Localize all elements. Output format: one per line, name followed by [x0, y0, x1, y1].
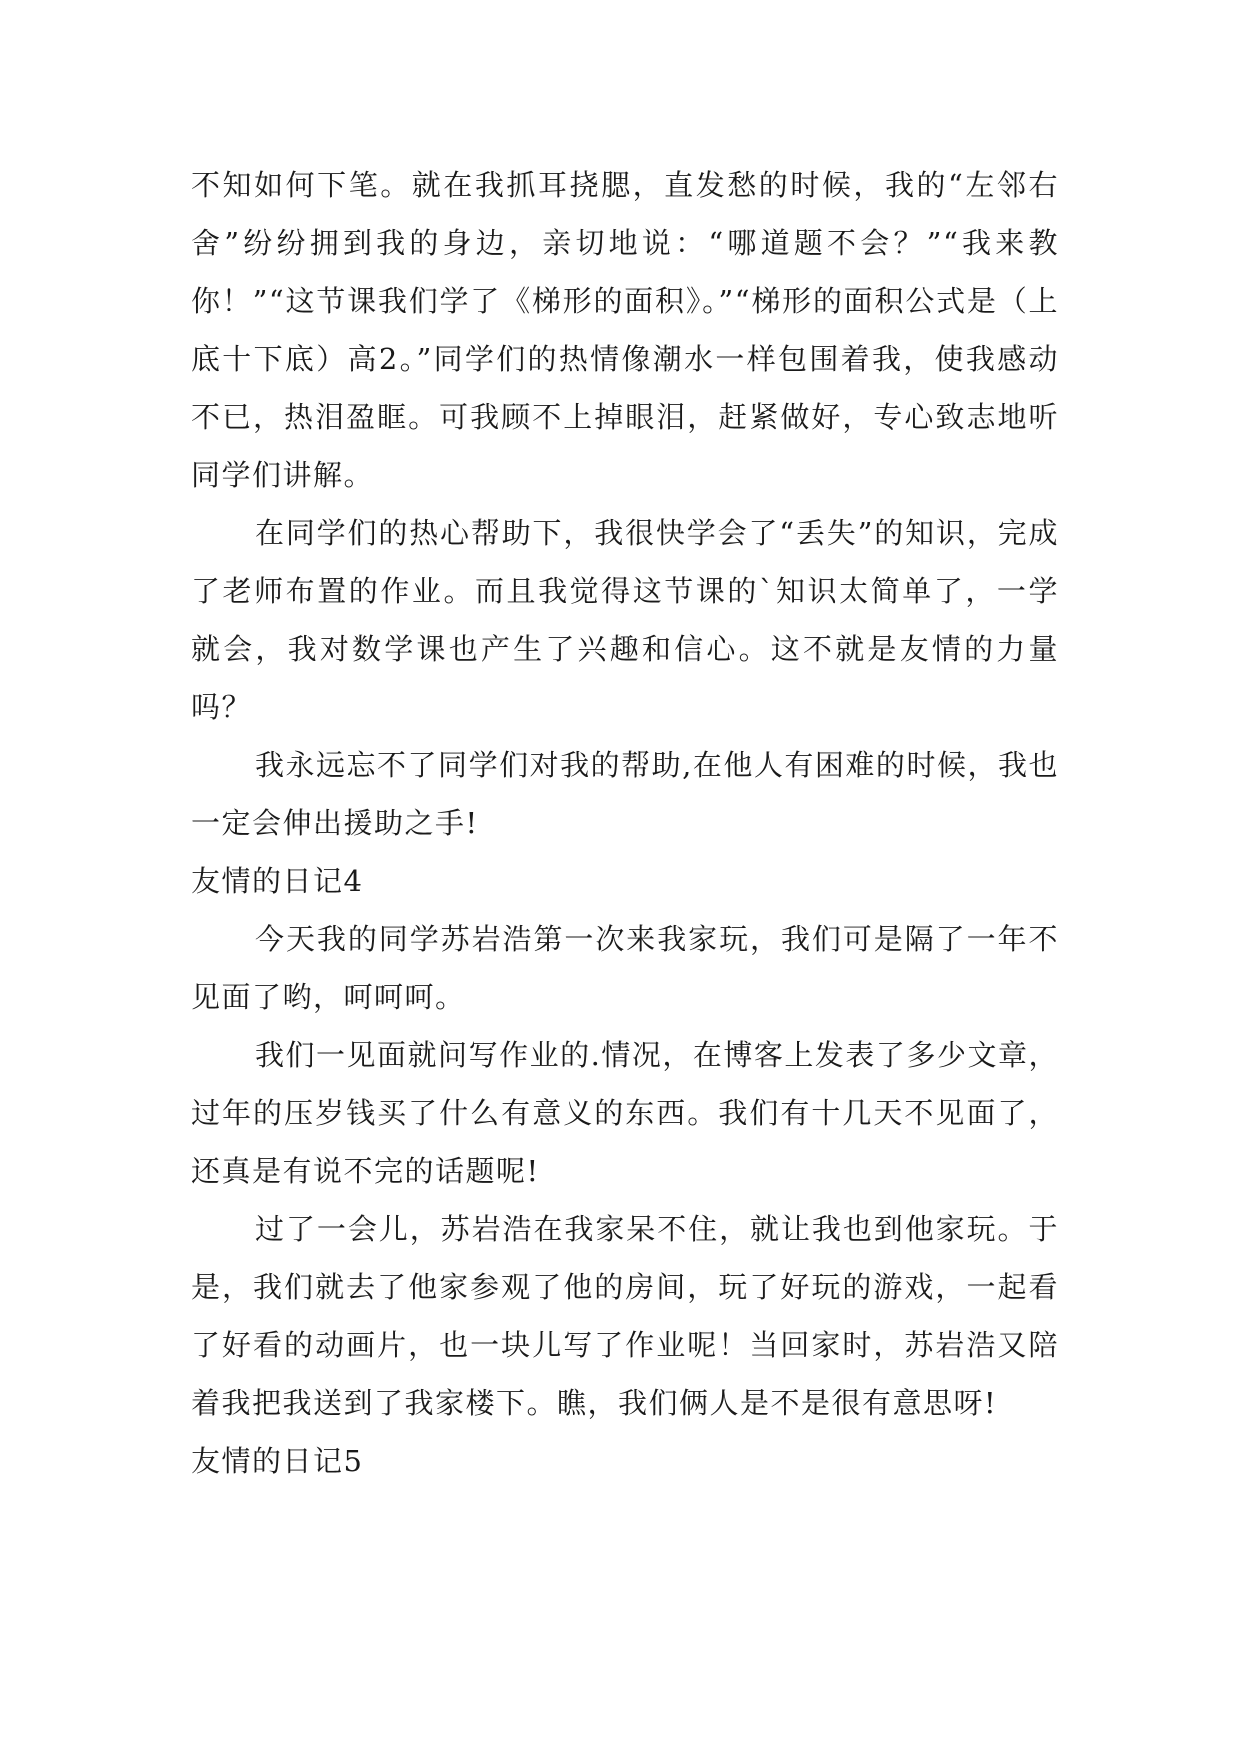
paragraph-5: 我们一见面就问写作业的.情况，在博客上发表了多少文章，过年的压岁钱买了什么有意义的东西。我们有十几天不见面了，还真是有说不完的话题呢! — [191, 1038, 1059, 1188]
paragraph-2: 在同学们的热心帮助下，我很快学会了“丢失”的知识，完成了老师布置的作业。而且我觉得这节课的`知识太简单了，一学就会，我对数学课也产生了兴趣和信心。这不就是友情的力量吗？ — [191, 516, 1059, 724]
paragraph-6: 过了一会儿，苏岩浩在我家呆不住，就让我也到他家玩。于是，我们就去了他家参观了他的房间，玩了好玩的游戏，一起看了好看的动画片，也一块儿写了作业呢！当回家时，苏岩浩又陪着我把我送到了我家楼下。瞧，我们俩人是不是很有意思呀! — [191, 1212, 1059, 1420]
section-heading-diary-4: 友情的日记4 — [191, 864, 364, 898]
paragraph-4: 今天我的同学苏岩浩第一次来我家玩，我们可是隔了一年不见面了哟，呵呵呵。 — [191, 922, 1059, 1014]
paragraph-1: 不知如何下笔。就在我抓耳挠腮，直发愁的时候，我的“左邻右舍”纷纷拥到我的身边，亲切地说：“哪道题不会？”“我来教你！”“这节课我们学了《梯形的面积》。”“梯形的面积公式是（上底十下底）高2。”同学们的热情像潮水一样包围着我，使我感动不已，热泪盈眶。可我顾不上掉眼泪，赶紧做好，专心致志地听同学们讲解。 — [191, 168, 1059, 492]
section-heading-diary-5: 友情的日记5 — [191, 1444, 364, 1478]
paragraph-3: 我永远忘不了同学们对我的帮助,在他人有困难的时候，我也一定会伸出援助之手! — [191, 748, 1059, 840]
document-page — [191, 156, 1059, 1490]
